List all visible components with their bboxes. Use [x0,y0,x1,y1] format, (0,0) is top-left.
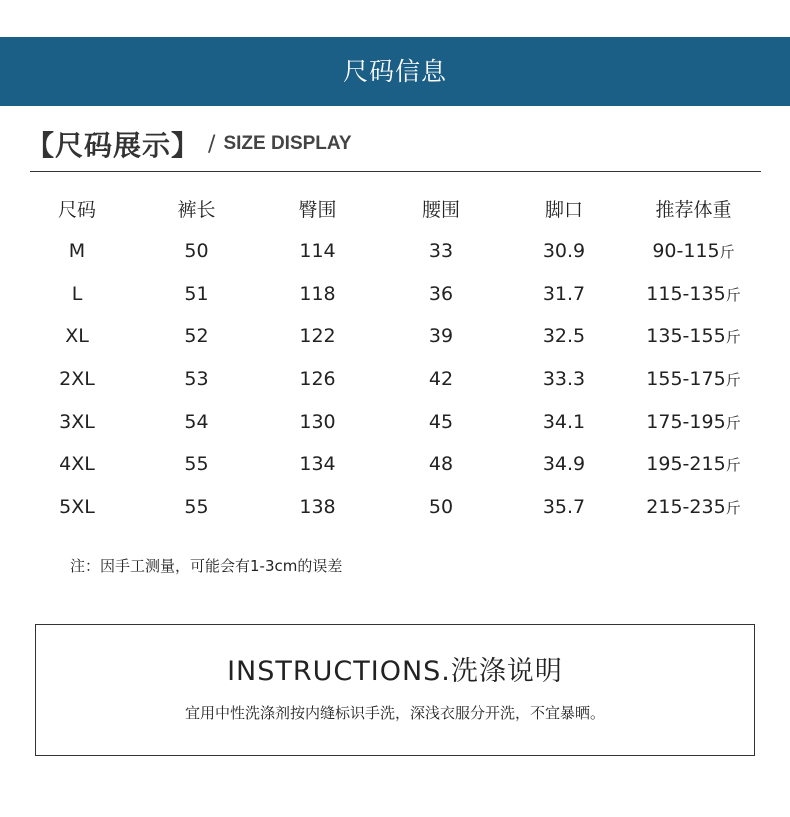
cell-waist: 36 [428,282,454,305]
table-row [16,443,761,486]
cell-length: 51 [184,282,209,305]
cell-size: M [68,240,86,263]
header-length: 裤长 [177,199,216,221]
table-row [16,273,761,316]
size-table [16,187,761,528]
instructions-box [35,624,755,756]
divider [30,171,761,172]
weight-range: 215-235 [646,495,726,518]
cell-weight [626,358,761,401]
weight-unit: 斤 [719,243,735,262]
cell-waist: 50 [428,495,454,518]
instructions-title: INSTRUCTIONS.洗涤说明 [227,656,563,687]
cell-length: 54 [184,410,209,433]
table-row [16,400,761,443]
cell-size: 2XL [59,368,95,391]
cell-size: XL [65,325,89,348]
cell-weight [626,443,761,486]
weight-unit: 斤 [725,371,741,390]
cell-waist: 33 [428,240,454,263]
banner [0,37,790,106]
weight-range: 195-215 [646,453,726,476]
cell-hem: 34.1 [542,410,586,433]
cell-hip: 126 [299,368,336,391]
cell-waist: 45 [428,410,454,433]
header-weight: 推荐体重 [655,199,732,221]
instructions-text: 宜用中性洗涤剂按内缝标识手洗，深浅衣服分开洗，不宜暴晒。 [184,704,605,722]
section-title-cn: 【尺码展示】 [26,129,201,162]
weight-range: 135-155 [646,325,726,348]
cell-hem: 35.7 [542,495,586,518]
table-row [16,315,761,358]
cell-hem: 34.9 [542,453,586,476]
cell-hip: 130 [299,410,336,433]
section-title-en: SIZE DISPLAY [223,133,352,154]
cell-length: 55 [184,495,209,518]
cell-hip: 114 [299,240,336,263]
table-header-row [16,187,761,230]
cell-size: 3XL [59,410,95,433]
weight-unit: 斤 [725,328,741,347]
cell-weight [626,273,761,316]
weight-unit: 斤 [725,456,741,475]
cell-size: 5XL [59,495,95,518]
cell-hip: 118 [299,282,336,305]
weight-unit: 斤 [725,285,741,304]
weight-unit: 斤 [725,498,741,517]
measurement-note: 注：因手工测量，可能会有1-3cm的误差 [70,557,343,575]
cell-length: 55 [184,453,209,476]
weight-range: 115-135 [646,282,726,305]
header-size: 尺码 [57,199,96,221]
header-hip: 臀围 [298,199,337,221]
weight-range: 175-195 [646,410,726,433]
table-row [16,358,761,401]
cell-size: L [71,282,83,305]
cell-hip: 122 [299,325,336,348]
header-hem: 脚口 [544,199,583,221]
cell-weight [626,230,761,273]
cell-weight [626,315,761,358]
cell-weight [626,486,761,529]
cell-hip: 134 [299,453,336,476]
weight-range: 90-115 [652,240,720,263]
table-row [16,230,761,273]
cell-length: 53 [184,368,209,391]
banner-title: 尺码信息 [342,57,447,86]
cell-hem: 33.3 [542,368,586,391]
cell-hip: 138 [299,495,336,518]
cell-length: 52 [184,325,209,348]
cell-weight [626,400,761,443]
cell-length: 50 [184,240,209,263]
weight-unit: 斤 [725,413,741,432]
table-row [16,486,761,529]
cell-waist: 42 [428,368,454,391]
cell-hem: 30.9 [542,240,586,263]
cell-size: 4XL [59,453,95,476]
cell-waist: 39 [428,325,454,348]
cell-hem: 31.7 [542,282,586,305]
weight-range: 155-175 [646,368,726,391]
header-waist: 腰围 [421,199,460,221]
cell-hem: 32.5 [542,325,586,348]
section-heading [26,122,352,166]
section-separator: / [208,131,216,157]
cell-waist: 48 [428,453,454,476]
